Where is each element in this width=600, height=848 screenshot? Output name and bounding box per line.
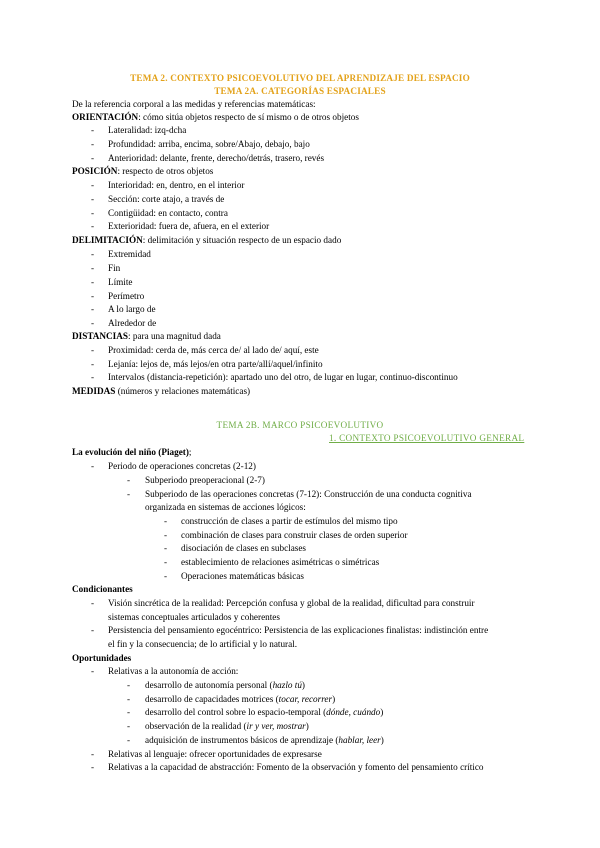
list-item: Subperiodo preoperacional (2-7)	[145, 475, 265, 485]
list-item: establecimiento de relaciones asimétricas o simétricas	[181, 557, 380, 567]
list-item: Profundidad: arriba, encima, sobre/Abajo, debajo, bajo	[108, 139, 310, 149]
bullet-dash: -	[91, 318, 95, 328]
oportunidades-heading: Oportunidades	[72, 653, 132, 663]
medidas-heading: MEDIDAS (números y relaciones matemáticas)	[72, 386, 251, 396]
bullet-dash: -	[127, 680, 131, 690]
list-item: desarrollo de autonomía personal (hazlo tú)	[145, 680, 305, 690]
evolucion-heading: La evolución del niño (Piaget);	[72, 447, 192, 457]
bullet-dash: -	[91, 139, 95, 149]
bullet-dash: -	[91, 208, 95, 218]
list-item: construcción de clases a partir de estímulos del mismo tipo	[181, 516, 398, 526]
section-1-heading: 1. CONTEXTO PSICOEVOLUTIVO GENERAL	[329, 433, 525, 443]
orientacion-heading: ORIENTACIÓN: cómo sitúa objetos respecto de sí mismo o de otros objetos	[72, 112, 359, 122]
bullet-dash: -	[91, 625, 95, 635]
list-item: desarrollo del control sobre lo espacio-temporal (dónde, cuándo)	[145, 707, 384, 717]
bullet-dash: -	[127, 489, 131, 499]
bullet-dash: -	[164, 543, 168, 553]
condicionantes-heading: Condicionantes	[72, 584, 133, 594]
posicion-heading: POSICIÓN: respecto de otros objetos	[72, 166, 214, 176]
list-item: Interioridad: en, dentro, en el interior	[108, 180, 245, 190]
list-item: Anterioridad: delante, frente, derecho/detrás, trasero, revés	[108, 153, 325, 163]
bullet-dash: -	[91, 153, 95, 163]
bullet-dash: -	[91, 461, 95, 471]
bullet-dash: -	[127, 475, 131, 485]
bullet-dash: -	[164, 516, 168, 526]
list-item: Sección: corte atajo, a través de	[108, 194, 225, 204]
delimitacion-heading: DELIMITACIÓN: delimitación y situación respecto de un espacio dado	[72, 235, 342, 245]
bullet-dash: -	[91, 249, 95, 259]
list-item: Intervalos (distancia-repetición): apartado uno del otro, de lugar en lugar, continuo-discontinuo	[108, 372, 458, 382]
list-item: Proximidad: cerda de, más cerca de/ al lado de/ aquí, este	[108, 345, 319, 355]
bullet-dash: -	[91, 762, 95, 772]
list-item: disociación de clases en subclases	[181, 543, 307, 553]
bullet-dash: -	[91, 194, 95, 204]
bullet-dash: -	[91, 666, 95, 676]
bullet-dash: -	[91, 359, 95, 369]
list-item: desarrollo de capacidades motrices (tocar, recorrer)	[145, 694, 336, 704]
list-item: Persistencia del pensamiento egocéntrico: Persistencia de las explicaciones finalistas: indistinción entre	[108, 625, 489, 635]
bullet-dash: -	[91, 749, 95, 759]
list-item: Subperiodo de las operaciones concretas (7-12): Construcción de una conducta cognitiva	[145, 489, 472, 499]
bullet-dash: -	[91, 221, 95, 231]
bullet-dash: -	[91, 263, 95, 273]
list-item: adquisición de instrumentos básicos de aprendizaje (hablar, leer)	[145, 735, 384, 745]
list-item: Relativas al lenguaje: ofrecer oportunidades de expresarse	[108, 749, 322, 759]
bullet-dash: -	[91, 345, 95, 355]
bullet-dash: -	[91, 291, 95, 301]
list-item: Relativas a la capacidad de abstracción: Fomento de la observación y fomento del pensamiento crítico	[108, 762, 484, 772]
list-item: Extremidad	[108, 249, 151, 259]
list-item-continuation: sistemas conceptuales articulados y coherentes	[108, 612, 280, 622]
bullet-dash: -	[91, 125, 95, 135]
list-item: Visión sincrética de la realidad: Percepción confusa y global de la realidad, dificultad para construir	[108, 598, 475, 608]
bullet-dash: -	[127, 735, 131, 745]
list-item: Perímetro	[108, 291, 145, 301]
list-item: Exterioridad: fuera de, afuera, en el exterior	[108, 221, 270, 231]
bullet-dash: -	[127, 694, 131, 704]
bullet-dash: -	[91, 180, 95, 190]
list-item: Contigüidad: en contacto, contra	[108, 208, 228, 218]
distancias-heading: DISTANCIAS: para una magnitud dada	[72, 331, 221, 341]
bullet-dash: -	[164, 571, 168, 581]
bullet-dash: -	[164, 557, 168, 567]
list-item-continuation: el fin y la consecuencia; de lo artificial y lo natural.	[108, 639, 298, 649]
subtitle-2b: TEMA 2B. MARCO PSICOEVOLUTIVO	[216, 420, 384, 430]
intro-text: De la referencia corporal a las medidas y referencias matemáticas:	[72, 99, 316, 109]
list-item: Lejanía: lejos de, más lejos/en otra parte/allí/aquel/infinito	[108, 359, 323, 369]
list-item: Lateralidad: izq-dcha	[108, 125, 187, 135]
bullet-dash: -	[91, 304, 95, 314]
list-item: Alrededor de	[108, 318, 157, 328]
list-item: Periodo de operaciones concretas (2-12)	[108, 461, 256, 471]
bullet-dash: -	[127, 721, 131, 731]
bullet-dash: -	[91, 598, 95, 608]
list-item: Fin	[108, 263, 121, 273]
list-item: Operaciones matemáticas básicas	[181, 571, 304, 581]
list-item: Relativas a la autonomía de acción:	[108, 666, 239, 676]
list-item-continuation: organizada en sistemas de acciones lógicos:	[145, 502, 306, 512]
list-item: A lo largo de	[108, 304, 156, 314]
bullet-dash: -	[164, 530, 168, 540]
list-item: combinación de clases para construir clases de orden superior	[181, 530, 408, 540]
list-item: observación de la realidad (ir y ver, mostrar)	[145, 721, 309, 731]
bullet-dash: -	[91, 372, 95, 382]
bullet-dash: -	[127, 707, 131, 717]
bullet-dash: -	[91, 277, 95, 287]
document-title: TEMA 2. CONTEXTO PSICOEVOLUTIVO DEL APRENDIZAJE DEL ESPACIO	[130, 73, 470, 83]
subtitle-2a: TEMA 2A. CATEGORÍAS ESPACIALES	[214, 86, 386, 96]
list-item: Límite	[108, 277, 133, 287]
